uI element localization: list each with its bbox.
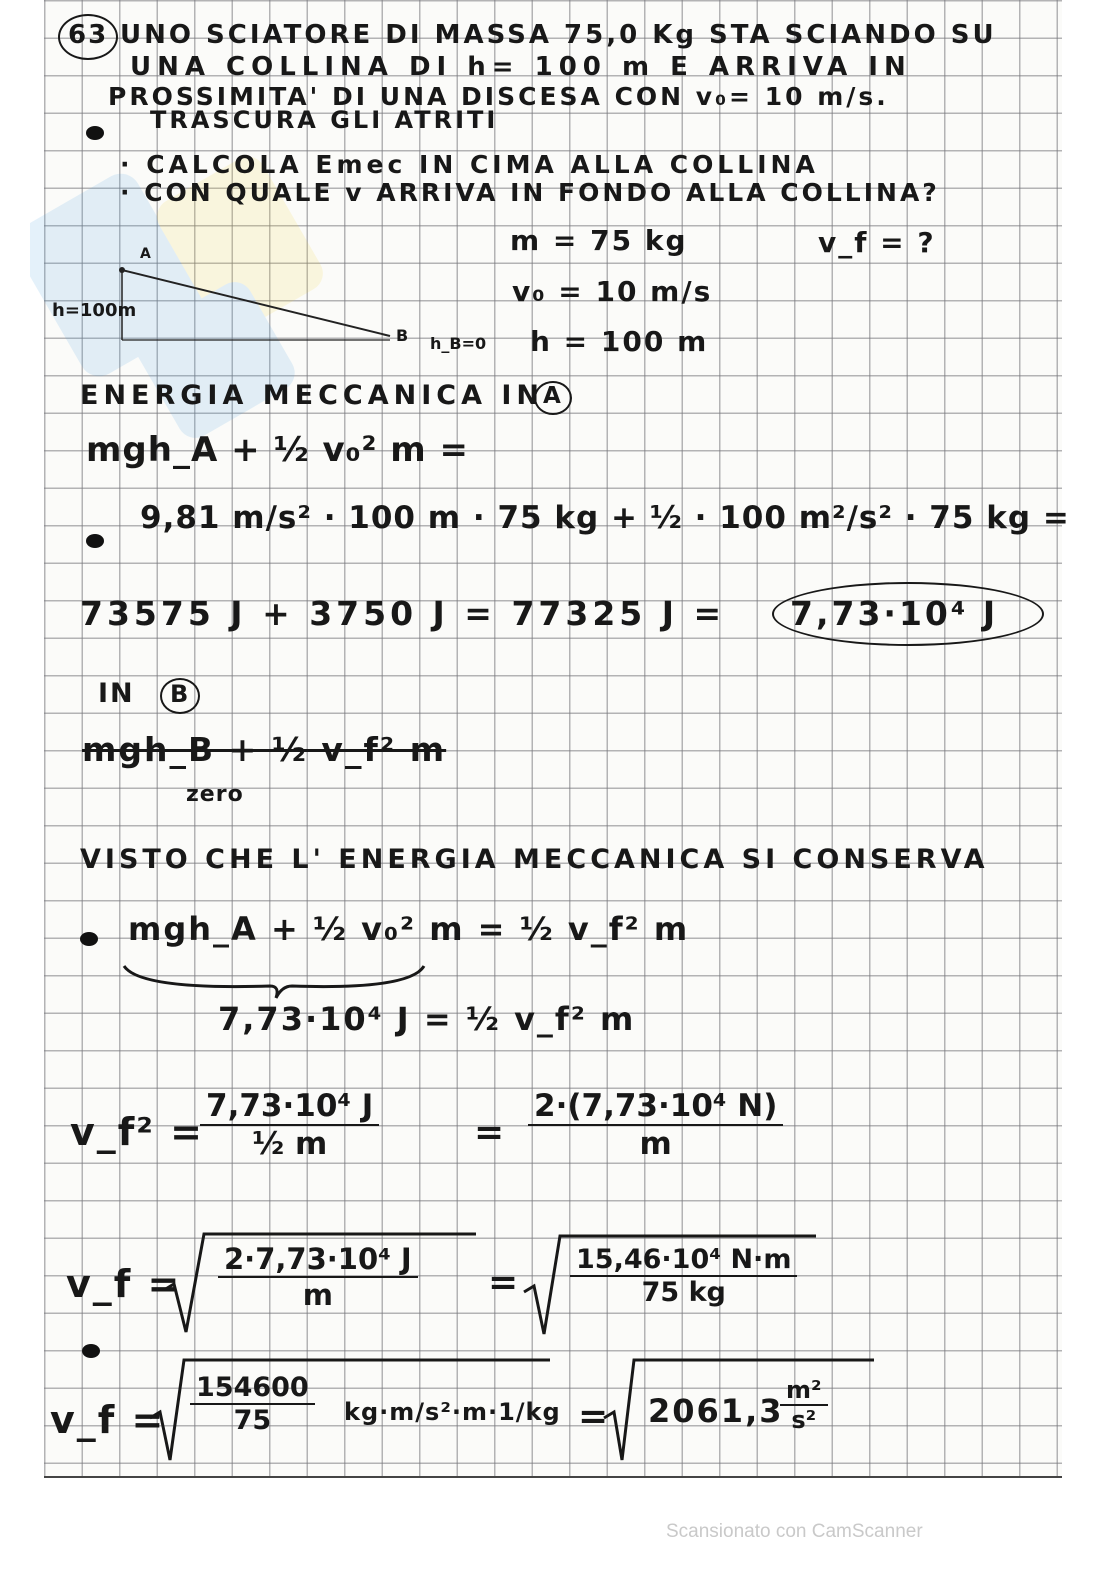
vf2-fraction-1 <box>200 1088 379 1162</box>
height-label: h=100m <box>52 300 137 321</box>
vf-denominator-2: 75 kg <box>641 1277 726 1308</box>
conservation-text: VISTO CHE L' ENERGIA MECCANICA SI CONSERVA <box>80 844 989 875</box>
vf3-units: kg·m/s²·m·1/kg <box>344 1398 561 1426</box>
point-a-label: A <box>140 246 153 262</box>
scanner-footer: Scansionato con CamScanner <box>666 1521 923 1542</box>
vf3-result-units-text <box>0 0 3 1</box>
vf-lhs: v_f = <box>66 1262 182 1306</box>
problem-number: 63 <box>68 20 109 50</box>
given-mass: m = 75 kg <box>510 224 688 257</box>
result-a: 73575 J + 3750 J = 77325 J = <box>80 594 726 633</box>
question-1: · CALCOLA Emec IN CIMA ALLA COLLINA <box>120 150 819 179</box>
height-b-label: h_B=0 <box>430 334 487 353</box>
conservation-equation-2: 7,73·10⁴ J = ½ v_f² m <box>218 1000 636 1038</box>
vf3-denominator: 75 <box>233 1405 272 1436</box>
vf-fraction-2 <box>570 1244 797 1308</box>
problem-line-3: PROSSIMITA' DI UNA DISCESA CON v₀= 10 m/s. <box>108 82 889 111</box>
vf2-lhs: v_f² = <box>70 1110 205 1154</box>
vf3-result-units <box>780 1376 828 1434</box>
bullet-dot <box>82 1344 100 1358</box>
vf2-denominator: ½ m <box>252 1126 328 1162</box>
equals-sign: = <box>578 1396 611 1437</box>
given-v0: v₀ = 10 m/s <box>512 275 713 308</box>
bullet-dot <box>80 932 98 946</box>
equals-sign: = <box>488 1262 521 1303</box>
vf3-result-units-num: m² <box>780 1376 828 1406</box>
vf3-result: 2061,3 <box>648 1392 784 1430</box>
bullet-dot <box>86 534 104 548</box>
vf3-lhs: v_f = <box>50 1398 166 1442</box>
bullet-dot <box>86 126 104 140</box>
result-a-boxed: 7,73·10⁴ J <box>790 594 999 633</box>
problem-line-2: UNA COLLINA DI h= 100 m E ARRIVA IN <box>130 52 912 82</box>
vf-numerator: 2·7,73·10⁴ J <box>218 1242 418 1278</box>
given-vf: v_f = ? <box>818 226 936 259</box>
brace-icon <box>120 960 430 1000</box>
conservation-equation: mgh_A + ½ v₀² m = ½ v_f² m <box>128 910 690 948</box>
substitution-a: 9,81 m/s² · 100 m · 75 kg + ½ · 100 m²/s² · 75 kg = <box>140 500 1070 536</box>
point-b-label: B <box>396 326 411 345</box>
equation-a: mgh_A + ½ v₀² m = <box>86 430 470 470</box>
vf3-numerator: 154600 <box>190 1372 315 1405</box>
equals-sign: = <box>474 1112 507 1153</box>
problem-line-4: TRASCURA GLI ATRITI <box>150 106 499 134</box>
vf-fraction-1 <box>218 1242 418 1312</box>
vf2-denominator-2: m <box>639 1126 672 1162</box>
vf-denominator: m <box>302 1278 333 1312</box>
vf3-fraction <box>190 1372 315 1436</box>
circle-b-label: B <box>170 680 189 708</box>
circle-a-label: A <box>543 383 561 409</box>
vf2-fraction-2 <box>528 1088 783 1162</box>
vf-numerator-2: 15,46·10⁴ N·m <box>570 1244 797 1277</box>
vf2-numerator: 7,73·10⁴ J <box>200 1088 379 1126</box>
in-label: IN <box>98 678 135 709</box>
vf3-result-units-den: s² <box>791 1406 817 1434</box>
heading-energy-a: ENERGIA MECCANICA IN <box>80 380 545 411</box>
equation-b: mgh_B + ½ v_f² m <box>82 730 447 769</box>
question-2: · CON QUALE v ARRIVA IN FONDO ALLA COLLINA? <box>120 178 940 207</box>
problem-line-1: UNO SCIATORE DI MASSA 75,0 Kg STA SCIANDO SU <box>120 20 997 50</box>
given-h: h = 100 m <box>530 325 709 358</box>
zero-note: zero <box>186 782 244 807</box>
vf2-numerator-2: 2·(7,73·10⁴ N) <box>528 1088 783 1126</box>
